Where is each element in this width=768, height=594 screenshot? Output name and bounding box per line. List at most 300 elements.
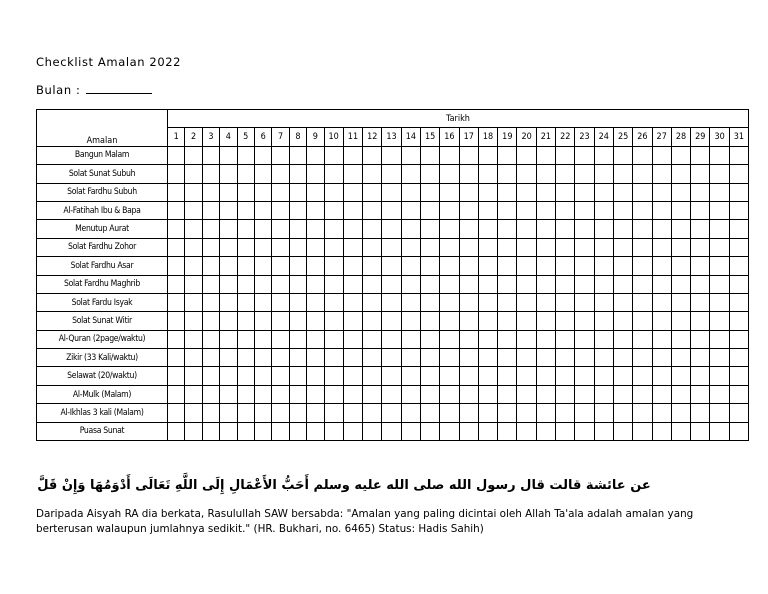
checkbox-cell[interactable] bbox=[289, 422, 306, 440]
checkbox-cell[interactable] bbox=[272, 422, 289, 440]
checkbox-cell[interactable] bbox=[440, 257, 459, 275]
checkbox-cell[interactable] bbox=[633, 293, 652, 311]
checkbox-cell[interactable] bbox=[498, 312, 517, 330]
checkbox-cell[interactable] bbox=[671, 238, 690, 256]
checkbox-cell[interactable] bbox=[691, 422, 710, 440]
checkbox-cell[interactable] bbox=[498, 146, 517, 164]
checkbox-cell[interactable] bbox=[459, 183, 478, 201]
checkbox-cell[interactable] bbox=[343, 238, 362, 256]
checkbox-cell[interactable] bbox=[421, 312, 440, 330]
checkbox-cell[interactable] bbox=[343, 257, 362, 275]
checkbox-cell[interactable] bbox=[421, 146, 440, 164]
checkbox-cell[interactable] bbox=[272, 165, 289, 183]
checkbox-cell[interactable] bbox=[536, 238, 555, 256]
checkbox-cell[interactable] bbox=[594, 201, 613, 219]
checkbox-cell[interactable] bbox=[237, 330, 254, 348]
checkbox-cell[interactable] bbox=[575, 220, 594, 238]
checkbox-cell[interactable] bbox=[185, 220, 202, 238]
checkbox-cell[interactable] bbox=[729, 293, 748, 311]
checkbox-cell[interactable] bbox=[594, 330, 613, 348]
checkbox-cell[interactable] bbox=[440, 367, 459, 385]
checkbox-cell[interactable] bbox=[220, 201, 237, 219]
checkbox-cell[interactable] bbox=[478, 257, 497, 275]
checkbox-cell[interactable] bbox=[202, 349, 219, 367]
checkbox-cell[interactable] bbox=[202, 385, 219, 403]
checkbox-cell[interactable] bbox=[691, 165, 710, 183]
checkbox-cell[interactable] bbox=[594, 183, 613, 201]
checkbox-cell[interactable] bbox=[324, 349, 343, 367]
checkbox-cell[interactable] bbox=[324, 275, 343, 293]
checkbox-cell[interactable] bbox=[272, 201, 289, 219]
checkbox-cell[interactable] bbox=[343, 349, 362, 367]
checkbox-cell[interactable] bbox=[498, 238, 517, 256]
checkbox-cell[interactable] bbox=[671, 275, 690, 293]
checkbox-cell[interactable] bbox=[536, 146, 555, 164]
checkbox-cell[interactable] bbox=[307, 330, 324, 348]
checkbox-cell[interactable] bbox=[729, 257, 748, 275]
checkbox-cell[interactable] bbox=[478, 220, 497, 238]
checkbox-cell[interactable] bbox=[324, 330, 343, 348]
checkbox-cell[interactable] bbox=[401, 257, 420, 275]
checkbox-cell[interactable] bbox=[307, 257, 324, 275]
checkbox-cell[interactable] bbox=[536, 257, 555, 275]
checkbox-cell[interactable] bbox=[289, 220, 306, 238]
checkbox-cell[interactable] bbox=[401, 275, 420, 293]
checkbox-cell[interactable] bbox=[594, 385, 613, 403]
checkbox-cell[interactable] bbox=[478, 201, 497, 219]
checkbox-cell[interactable] bbox=[556, 183, 575, 201]
checkbox-cell[interactable] bbox=[237, 293, 254, 311]
checkbox-cell[interactable] bbox=[459, 385, 478, 403]
checkbox-cell[interactable] bbox=[237, 257, 254, 275]
checkbox-cell[interactable] bbox=[498, 165, 517, 183]
checkbox-cell[interactable] bbox=[202, 165, 219, 183]
checkbox-cell[interactable] bbox=[517, 385, 536, 403]
checkbox-cell[interactable] bbox=[710, 275, 729, 293]
checkbox-cell[interactable] bbox=[478, 183, 497, 201]
checkbox-cell[interactable] bbox=[671, 183, 690, 201]
checkbox-cell[interactable] bbox=[421, 165, 440, 183]
checkbox-cell[interactable] bbox=[343, 385, 362, 403]
checkbox-cell[interactable] bbox=[220, 404, 237, 422]
checkbox-cell[interactable] bbox=[363, 312, 382, 330]
checkbox-cell[interactable] bbox=[363, 183, 382, 201]
checkbox-cell[interactable] bbox=[307, 146, 324, 164]
checkbox-cell[interactable] bbox=[185, 422, 202, 440]
checkbox-cell[interactable] bbox=[382, 422, 401, 440]
checkbox-cell[interactable] bbox=[421, 238, 440, 256]
checkbox-cell[interactable] bbox=[652, 146, 671, 164]
checkbox-cell[interactable] bbox=[202, 293, 219, 311]
checkbox-cell[interactable] bbox=[440, 312, 459, 330]
checkbox-cell[interactable] bbox=[536, 201, 555, 219]
checkbox-cell[interactable] bbox=[237, 201, 254, 219]
checkbox-cell[interactable] bbox=[478, 312, 497, 330]
checkbox-cell[interactable] bbox=[237, 146, 254, 164]
checkbox-cell[interactable] bbox=[343, 422, 362, 440]
checkbox-cell[interactable] bbox=[421, 201, 440, 219]
checkbox-cell[interactable] bbox=[202, 201, 219, 219]
checkbox-cell[interactable] bbox=[498, 293, 517, 311]
checkbox-cell[interactable] bbox=[671, 330, 690, 348]
checkbox-cell[interactable] bbox=[478, 238, 497, 256]
checkbox-cell[interactable] bbox=[498, 422, 517, 440]
checkbox-cell[interactable] bbox=[710, 293, 729, 311]
checkbox-cell[interactable] bbox=[289, 146, 306, 164]
checkbox-cell[interactable] bbox=[324, 422, 343, 440]
checkbox-cell[interactable] bbox=[168, 201, 185, 219]
checkbox-cell[interactable] bbox=[710, 183, 729, 201]
checkbox-cell[interactable] bbox=[324, 312, 343, 330]
checkbox-cell[interactable] bbox=[382, 385, 401, 403]
checkbox-cell[interactable] bbox=[536, 367, 555, 385]
checkbox-cell[interactable] bbox=[633, 422, 652, 440]
checkbox-cell[interactable] bbox=[343, 367, 362, 385]
checkbox-cell[interactable] bbox=[254, 165, 271, 183]
checkbox-cell[interactable] bbox=[729, 238, 748, 256]
checkbox-cell[interactable] bbox=[517, 293, 536, 311]
checkbox-cell[interactable] bbox=[254, 385, 271, 403]
checkbox-cell[interactable] bbox=[536, 220, 555, 238]
checkbox-cell[interactable] bbox=[185, 349, 202, 367]
checkbox-cell[interactable] bbox=[185, 293, 202, 311]
checkbox-cell[interactable] bbox=[440, 275, 459, 293]
checkbox-cell[interactable] bbox=[729, 367, 748, 385]
checkbox-cell[interactable] bbox=[633, 275, 652, 293]
checkbox-cell[interactable] bbox=[671, 367, 690, 385]
checkbox-cell[interactable] bbox=[440, 293, 459, 311]
checkbox-cell[interactable] bbox=[440, 146, 459, 164]
checkbox-cell[interactable] bbox=[401, 330, 420, 348]
checkbox-cell[interactable] bbox=[633, 367, 652, 385]
checkbox-cell[interactable] bbox=[272, 293, 289, 311]
checkbox-cell[interactable] bbox=[498, 220, 517, 238]
checkbox-cell[interactable] bbox=[168, 422, 185, 440]
checkbox-cell[interactable] bbox=[254, 275, 271, 293]
checkbox-cell[interactable] bbox=[594, 257, 613, 275]
checkbox-cell[interactable] bbox=[536, 404, 555, 422]
checkbox-cell[interactable] bbox=[594, 349, 613, 367]
checkbox-cell[interactable] bbox=[517, 404, 536, 422]
checkbox-cell[interactable] bbox=[498, 349, 517, 367]
checkbox-cell[interactable] bbox=[691, 293, 710, 311]
checkbox-cell[interactable] bbox=[421, 293, 440, 311]
checkbox-cell[interactable] bbox=[478, 385, 497, 403]
checkbox-cell[interactable] bbox=[498, 201, 517, 219]
checkbox-cell[interactable] bbox=[272, 220, 289, 238]
checkbox-cell[interactable] bbox=[729, 220, 748, 238]
checkbox-cell[interactable] bbox=[254, 220, 271, 238]
checkbox-cell[interactable] bbox=[440, 330, 459, 348]
checkbox-cell[interactable] bbox=[237, 422, 254, 440]
checkbox-cell[interactable] bbox=[594, 422, 613, 440]
checkbox-cell[interactable] bbox=[691, 330, 710, 348]
checkbox-cell[interactable] bbox=[729, 330, 748, 348]
checkbox-cell[interactable] bbox=[671, 385, 690, 403]
checkbox-cell[interactable] bbox=[289, 349, 306, 367]
checkbox-cell[interactable] bbox=[202, 146, 219, 164]
checkbox-cell[interactable] bbox=[185, 404, 202, 422]
checkbox-cell[interactable] bbox=[633, 349, 652, 367]
checkbox-cell[interactable] bbox=[363, 385, 382, 403]
checkbox-cell[interactable] bbox=[363, 349, 382, 367]
checkbox-cell[interactable] bbox=[498, 257, 517, 275]
checkbox-cell[interactable] bbox=[382, 330, 401, 348]
checkbox-cell[interactable] bbox=[498, 330, 517, 348]
checkbox-cell[interactable] bbox=[324, 257, 343, 275]
checkbox-cell[interactable] bbox=[185, 201, 202, 219]
checkbox-cell[interactable] bbox=[168, 312, 185, 330]
checkbox-cell[interactable] bbox=[440, 404, 459, 422]
checkbox-cell[interactable] bbox=[575, 201, 594, 219]
checkbox-cell[interactable] bbox=[652, 275, 671, 293]
checkbox-cell[interactable] bbox=[613, 238, 632, 256]
checkbox-cell[interactable] bbox=[575, 275, 594, 293]
checkbox-cell[interactable] bbox=[220, 349, 237, 367]
checkbox-cell[interactable] bbox=[220, 238, 237, 256]
checkbox-cell[interactable] bbox=[459, 165, 478, 183]
checkbox-cell[interactable] bbox=[307, 385, 324, 403]
checkbox-cell[interactable] bbox=[594, 275, 613, 293]
checkbox-cell[interactable] bbox=[168, 257, 185, 275]
checkbox-cell[interactable] bbox=[710, 367, 729, 385]
checkbox-cell[interactable] bbox=[729, 349, 748, 367]
checkbox-cell[interactable] bbox=[613, 257, 632, 275]
checkbox-cell[interactable] bbox=[382, 257, 401, 275]
checkbox-cell[interactable] bbox=[363, 422, 382, 440]
checkbox-cell[interactable] bbox=[363, 146, 382, 164]
checkbox-cell[interactable] bbox=[652, 183, 671, 201]
checkbox-cell[interactable] bbox=[307, 404, 324, 422]
checkbox-cell[interactable] bbox=[478, 165, 497, 183]
checkbox-cell[interactable] bbox=[613, 404, 632, 422]
checkbox-cell[interactable] bbox=[440, 220, 459, 238]
checkbox-cell[interactable] bbox=[168, 220, 185, 238]
checkbox-cell[interactable] bbox=[613, 312, 632, 330]
checkbox-cell[interactable] bbox=[613, 385, 632, 403]
checkbox-cell[interactable] bbox=[594, 165, 613, 183]
checkbox-cell[interactable] bbox=[343, 330, 362, 348]
checkbox-cell[interactable] bbox=[613, 330, 632, 348]
checkbox-cell[interactable] bbox=[289, 201, 306, 219]
checkbox-cell[interactable] bbox=[185, 183, 202, 201]
checkbox-cell[interactable] bbox=[613, 349, 632, 367]
checkbox-cell[interactable] bbox=[536, 293, 555, 311]
checkbox-cell[interactable] bbox=[556, 293, 575, 311]
checkbox-cell[interactable] bbox=[363, 367, 382, 385]
checkbox-cell[interactable] bbox=[536, 183, 555, 201]
checkbox-cell[interactable] bbox=[220, 146, 237, 164]
checkbox-cell[interactable] bbox=[517, 165, 536, 183]
checkbox-cell[interactable] bbox=[254, 330, 271, 348]
checkbox-cell[interactable] bbox=[575, 238, 594, 256]
checkbox-cell[interactable] bbox=[517, 275, 536, 293]
checkbox-cell[interactable] bbox=[729, 183, 748, 201]
checkbox-cell[interactable] bbox=[710, 349, 729, 367]
checkbox-cell[interactable] bbox=[459, 275, 478, 293]
checkbox-cell[interactable] bbox=[289, 165, 306, 183]
checkbox-cell[interactable] bbox=[421, 404, 440, 422]
checkbox-cell[interactable] bbox=[594, 220, 613, 238]
checkbox-cell[interactable] bbox=[498, 367, 517, 385]
checkbox-cell[interactable] bbox=[254, 257, 271, 275]
checkbox-cell[interactable] bbox=[237, 165, 254, 183]
checkbox-cell[interactable] bbox=[324, 367, 343, 385]
checkbox-cell[interactable] bbox=[324, 385, 343, 403]
checkbox-cell[interactable] bbox=[272, 238, 289, 256]
checkbox-cell[interactable] bbox=[272, 330, 289, 348]
checkbox-cell[interactable] bbox=[401, 385, 420, 403]
checkbox-cell[interactable] bbox=[691, 312, 710, 330]
checkbox-cell[interactable] bbox=[382, 146, 401, 164]
checkbox-cell[interactable] bbox=[575, 385, 594, 403]
checkbox-cell[interactable] bbox=[478, 146, 497, 164]
checkbox-cell[interactable] bbox=[254, 201, 271, 219]
checkbox-cell[interactable] bbox=[575, 422, 594, 440]
checkbox-cell[interactable] bbox=[691, 367, 710, 385]
checkbox-cell[interactable] bbox=[421, 367, 440, 385]
checkbox-cell[interactable] bbox=[220, 293, 237, 311]
checkbox-cell[interactable] bbox=[575, 146, 594, 164]
checkbox-cell[interactable] bbox=[652, 293, 671, 311]
checkbox-cell[interactable] bbox=[343, 404, 362, 422]
checkbox-cell[interactable] bbox=[343, 146, 362, 164]
checkbox-cell[interactable] bbox=[185, 275, 202, 293]
checkbox-cell[interactable] bbox=[498, 404, 517, 422]
checkbox-cell[interactable] bbox=[652, 422, 671, 440]
checkbox-cell[interactable] bbox=[652, 367, 671, 385]
checkbox-cell[interactable] bbox=[401, 165, 420, 183]
checkbox-cell[interactable] bbox=[729, 275, 748, 293]
checkbox-cell[interactable] bbox=[382, 183, 401, 201]
checkbox-cell[interactable] bbox=[691, 146, 710, 164]
checkbox-cell[interactable] bbox=[536, 165, 555, 183]
checkbox-cell[interactable] bbox=[401, 312, 420, 330]
checkbox-cell[interactable] bbox=[202, 312, 219, 330]
checkbox-cell[interactable] bbox=[536, 349, 555, 367]
checkbox-cell[interactable] bbox=[691, 201, 710, 219]
checkbox-cell[interactable] bbox=[272, 257, 289, 275]
checkbox-cell[interactable] bbox=[168, 275, 185, 293]
checkbox-cell[interactable] bbox=[254, 422, 271, 440]
checkbox-cell[interactable] bbox=[652, 330, 671, 348]
checkbox-cell[interactable] bbox=[459, 422, 478, 440]
checkbox-cell[interactable] bbox=[237, 367, 254, 385]
checkbox-cell[interactable] bbox=[517, 146, 536, 164]
checkbox-cell[interactable] bbox=[343, 293, 362, 311]
checkbox-cell[interactable] bbox=[324, 220, 343, 238]
checkbox-cell[interactable] bbox=[459, 220, 478, 238]
checkbox-cell[interactable] bbox=[343, 165, 362, 183]
checkbox-cell[interactable] bbox=[421, 422, 440, 440]
checkbox-cell[interactable] bbox=[536, 275, 555, 293]
checkbox-cell[interactable] bbox=[307, 220, 324, 238]
checkbox-cell[interactable] bbox=[575, 183, 594, 201]
checkbox-cell[interactable] bbox=[307, 367, 324, 385]
checkbox-cell[interactable] bbox=[478, 275, 497, 293]
checkbox-cell[interactable] bbox=[289, 257, 306, 275]
checkbox-cell[interactable] bbox=[220, 312, 237, 330]
checkbox-cell[interactable] bbox=[254, 367, 271, 385]
checkbox-cell[interactable] bbox=[168, 385, 185, 403]
checkbox-cell[interactable] bbox=[401, 422, 420, 440]
checkbox-cell[interactable] bbox=[459, 330, 478, 348]
checkbox-cell[interactable] bbox=[307, 183, 324, 201]
checkbox-cell[interactable] bbox=[440, 165, 459, 183]
checkbox-cell[interactable] bbox=[556, 330, 575, 348]
checkbox-cell[interactable] bbox=[575, 165, 594, 183]
checkbox-cell[interactable] bbox=[307, 293, 324, 311]
checkbox-cell[interactable] bbox=[343, 201, 362, 219]
checkbox-cell[interactable] bbox=[272, 183, 289, 201]
checkbox-cell[interactable] bbox=[671, 404, 690, 422]
checkbox-cell[interactable] bbox=[633, 146, 652, 164]
checkbox-cell[interactable] bbox=[289, 238, 306, 256]
checkbox-cell[interactable] bbox=[671, 312, 690, 330]
checkbox-cell[interactable] bbox=[710, 422, 729, 440]
checkbox-cell[interactable] bbox=[401, 293, 420, 311]
checkbox-cell[interactable] bbox=[633, 220, 652, 238]
checkbox-cell[interactable] bbox=[594, 367, 613, 385]
checkbox-cell[interactable] bbox=[289, 275, 306, 293]
checkbox-cell[interactable] bbox=[254, 238, 271, 256]
checkbox-cell[interactable] bbox=[594, 293, 613, 311]
checkbox-cell[interactable] bbox=[613, 183, 632, 201]
checkbox-cell[interactable] bbox=[168, 293, 185, 311]
checkbox-cell[interactable] bbox=[237, 220, 254, 238]
checkbox-cell[interactable] bbox=[556, 257, 575, 275]
checkbox-cell[interactable] bbox=[440, 183, 459, 201]
checkbox-cell[interactable] bbox=[401, 349, 420, 367]
checkbox-cell[interactable] bbox=[710, 330, 729, 348]
checkbox-cell[interactable] bbox=[185, 165, 202, 183]
checkbox-cell[interactable] bbox=[324, 293, 343, 311]
checkbox-cell[interactable] bbox=[556, 349, 575, 367]
checkbox-cell[interactable] bbox=[343, 275, 362, 293]
checkbox-cell[interactable] bbox=[652, 238, 671, 256]
checkbox-cell[interactable] bbox=[517, 349, 536, 367]
checkbox-cell[interactable] bbox=[272, 404, 289, 422]
checkbox-cell[interactable] bbox=[272, 349, 289, 367]
checkbox-cell[interactable] bbox=[168, 238, 185, 256]
checkbox-cell[interactable] bbox=[202, 404, 219, 422]
checkbox-cell[interactable] bbox=[254, 183, 271, 201]
checkbox-cell[interactable] bbox=[633, 330, 652, 348]
checkbox-cell[interactable] bbox=[459, 349, 478, 367]
checkbox-cell[interactable] bbox=[363, 201, 382, 219]
checkbox-cell[interactable] bbox=[633, 385, 652, 403]
checkbox-cell[interactable] bbox=[556, 404, 575, 422]
checkbox-cell[interactable] bbox=[652, 404, 671, 422]
checkbox-cell[interactable] bbox=[536, 385, 555, 403]
checkbox-cell[interactable] bbox=[307, 165, 324, 183]
checkbox-cell[interactable] bbox=[382, 275, 401, 293]
checkbox-cell[interactable] bbox=[185, 146, 202, 164]
checkbox-cell[interactable] bbox=[440, 201, 459, 219]
checkbox-cell[interactable] bbox=[710, 385, 729, 403]
checkbox-cell[interactable] bbox=[421, 349, 440, 367]
checkbox-cell[interactable] bbox=[343, 220, 362, 238]
checkbox-cell[interactable] bbox=[307, 201, 324, 219]
checkbox-cell[interactable] bbox=[324, 404, 343, 422]
checkbox-cell[interactable] bbox=[710, 312, 729, 330]
checkbox-cell[interactable] bbox=[363, 257, 382, 275]
checkbox-cell[interactable] bbox=[556, 238, 575, 256]
checkbox-cell[interactable] bbox=[575, 330, 594, 348]
checkbox-cell[interactable] bbox=[289, 367, 306, 385]
checkbox-cell[interactable] bbox=[556, 165, 575, 183]
checkbox-cell[interactable] bbox=[220, 165, 237, 183]
